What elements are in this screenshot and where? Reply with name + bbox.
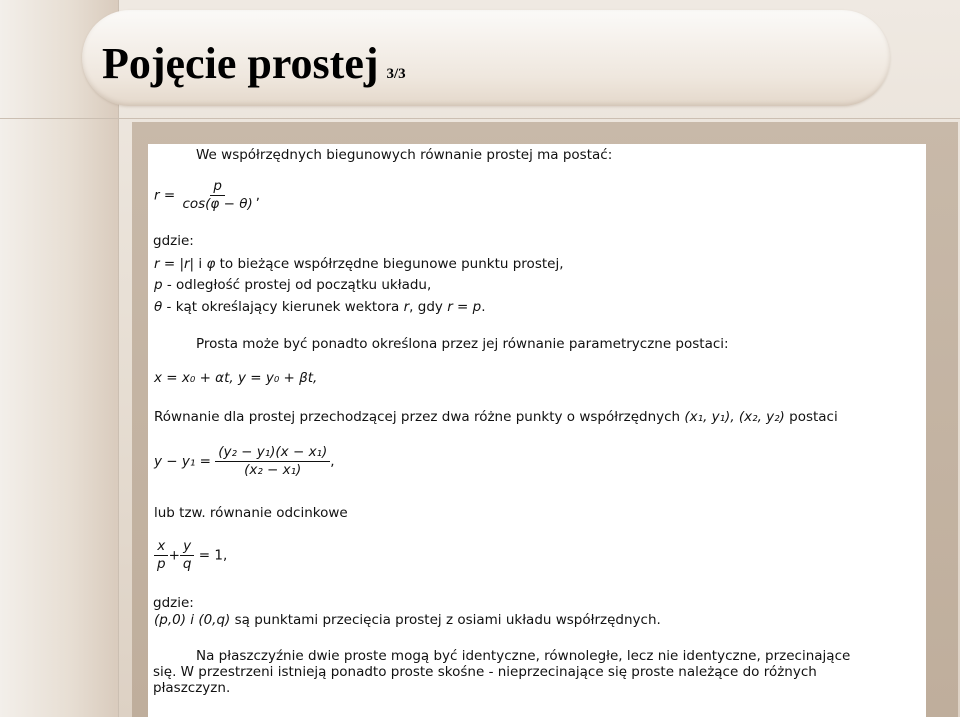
background-frame — [0, 0, 118, 717]
intercepts-line: (p,0) i (0,q) są punktami przecięcia prostej z osiami układu współrzędnych. — [154, 612, 661, 628]
two-points-intro: Równanie dla prostej przechodzącej przez dwa różne punkty o współrzędnych (x₁, y₁), (x₂, y₂) postaci — [154, 409, 838, 425]
content-panel — [148, 144, 926, 717]
param-equation: x = x₀ + αt, y = y₀ + βt, — [154, 370, 318, 386]
where-label: gdzie: — [153, 595, 194, 611]
intro-polar: We współrzędnych biegunowych równanie prostej ma postać: — [196, 147, 613, 163]
param-intro: Prosta może być ponadto określona przez jej równanie parametryczne postaci: — [196, 336, 729, 352]
segment-intro: lub tzw. równanie odcinkowe — [154, 505, 348, 521]
paragraph-line: Na płaszczyźnie dwie proste mogą być identyczne, równoległe, lecz nie identyczne, przecinające — [196, 648, 851, 664]
slide-title: Pojęcie prostej 3/3 — [102, 39, 406, 88]
page-indicator: 3/3 — [386, 66, 406, 82]
paragraph-line: się. W przestrzeni istnieją ponadto proste skośne - nieprzecinające się proste należące do różnych — [153, 664, 817, 680]
polar-equation: r = $\frac{p}{\cos(\varphi - \theta)}$ , — [154, 178, 261, 212]
frame-divider — [0, 118, 960, 119]
segment-equation: $\frac{x}{p}$ + $\frac{y}{q}$ = 1, — [154, 538, 227, 573]
definition-theta: θ - kąt określający kierunek wektora r, gdy r = p. — [154, 299, 486, 315]
paragraph-line: płaszczyzn. — [153, 680, 231, 696]
definition-r: r = |r| i φ to bieżące współrzędne biegunowe punktu prostej, — [154, 256, 564, 272]
definition-p: p - odległość prostej od początku układu, — [154, 277, 432, 293]
two-points-equation: y − y₁ = $\frac{\text{(y₂ − y₁)(x − x₁)}}{\text{(x₂ − x₁)}}$ , — [154, 444, 335, 478]
frame-divider — [118, 0, 119, 717]
where-label: gdzie: — [153, 233, 194, 249]
